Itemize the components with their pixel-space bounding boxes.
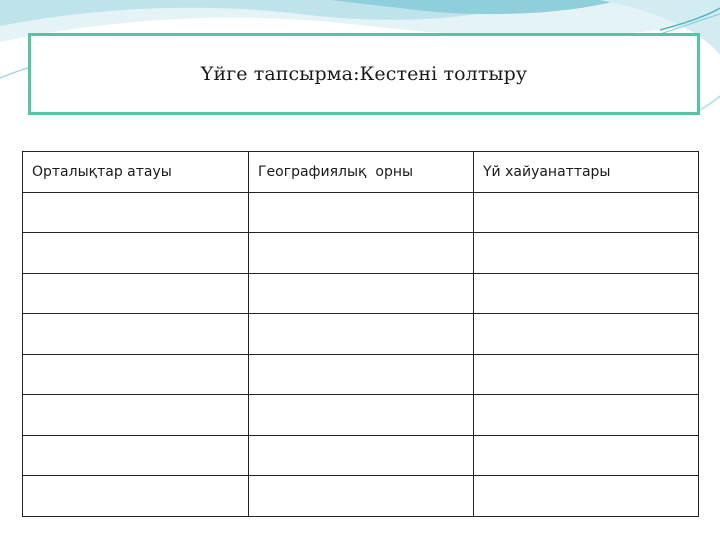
table-cell[interactable] xyxy=(23,354,249,395)
table-row xyxy=(23,233,699,274)
table-cell[interactable] xyxy=(474,435,699,476)
table-row xyxy=(23,435,699,476)
table-cell[interactable] xyxy=(23,233,249,274)
table-cell[interactable] xyxy=(474,314,699,355)
header-domestic-animals: Үй хайуанаттары xyxy=(474,152,699,193)
table-header-row xyxy=(23,152,699,193)
table-cell[interactable] xyxy=(474,233,699,274)
table-row xyxy=(23,314,699,355)
table-cell[interactable] xyxy=(249,354,474,395)
table-cell[interactable] xyxy=(249,192,474,233)
header-center-names: Орталықтар атауы xyxy=(23,152,249,193)
header-geographic-location: Географиялық орны xyxy=(249,152,474,193)
table-cell[interactable] xyxy=(474,476,699,517)
table-row xyxy=(23,476,699,517)
table-cell[interactable] xyxy=(249,476,474,517)
table-row xyxy=(23,354,699,395)
table-cell[interactable] xyxy=(23,192,249,233)
table-cell[interactable] xyxy=(249,273,474,314)
table-cell[interactable] xyxy=(23,314,249,355)
title-box xyxy=(28,33,700,115)
table-row xyxy=(23,395,699,436)
table-cell[interactable] xyxy=(249,435,474,476)
table-cell[interactable] xyxy=(23,395,249,436)
table-cell[interactable] xyxy=(474,354,699,395)
table-cell[interactable] xyxy=(249,314,474,355)
table-cell[interactable] xyxy=(474,192,699,233)
fill-in-table xyxy=(22,151,699,517)
table-cell[interactable] xyxy=(249,233,474,274)
page-title: Үйге тапсырма:Кестені толтыру xyxy=(200,63,528,85)
table-cell[interactable] xyxy=(23,476,249,517)
table-row xyxy=(23,192,699,233)
table-cell[interactable] xyxy=(474,273,699,314)
table-cell[interactable] xyxy=(249,395,474,436)
table-cell[interactable] xyxy=(23,273,249,314)
table-cell[interactable] xyxy=(474,395,699,436)
table-row xyxy=(23,273,699,314)
table-cell[interactable] xyxy=(23,435,249,476)
